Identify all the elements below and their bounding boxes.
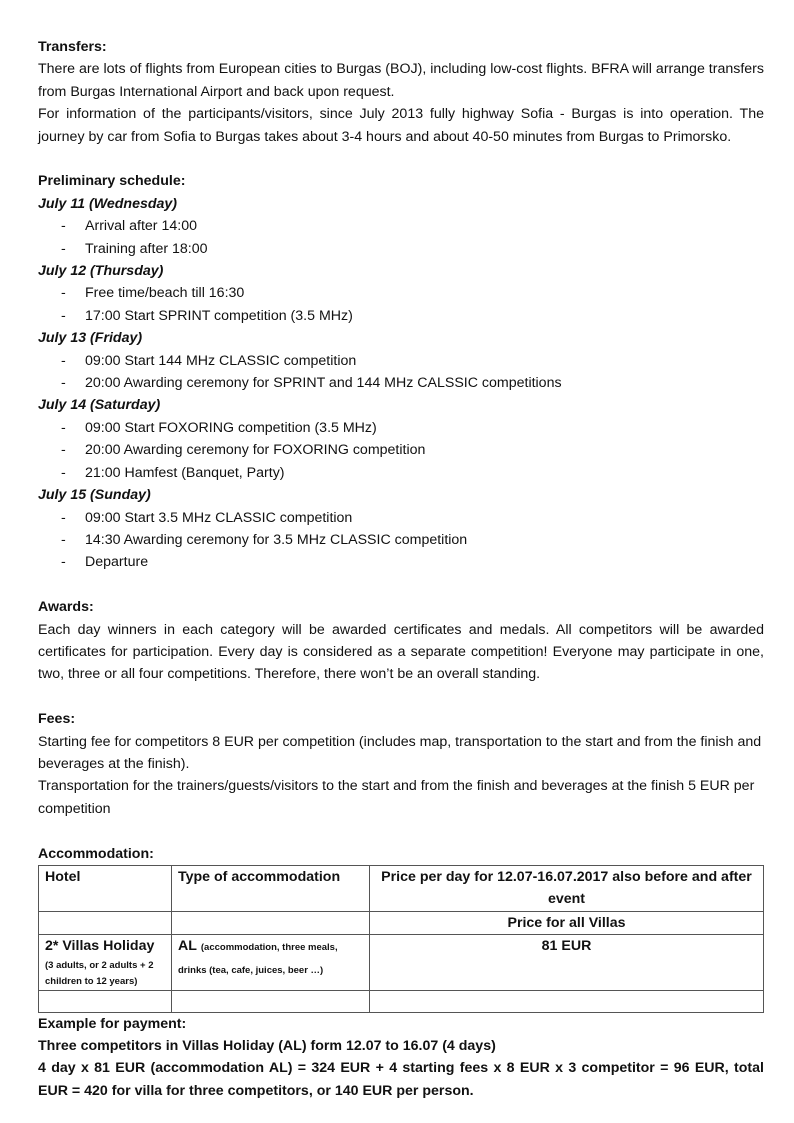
table-cell-empty (172, 911, 370, 934)
transfers-heading: Transfers: (38, 39, 107, 55)
schedule-day-list (38, 507, 764, 574)
schedule-heading: Preliminary schedule: (38, 173, 186, 190)
schedule-day-list (38, 215, 764, 260)
schedule-item: - 14:30 Awarding ceremony for 3.5 MHz CLASSIC competition (38, 529, 764, 551)
table-row (39, 911, 764, 934)
schedule-day-label: July 11 (Wednesday) (38, 195, 178, 212)
schedule-item: - Training after 18:00 (38, 238, 764, 260)
example-heading: Example for payment: (38, 1015, 187, 1032)
table-row (39, 935, 764, 990)
table-cell-empty (39, 990, 172, 1012)
schedule-day-label: July 15 (Sunday) (38, 487, 151, 504)
document-page (38, 36, 764, 1102)
schedule-day-label: July 14 (Saturday) (38, 397, 161, 414)
awards-heading: Awards: (38, 599, 94, 616)
table-header-hotel: Hotel (39, 865, 172, 911)
table-cell-type (172, 935, 370, 990)
fees-paragraph-2: Transportation for the trainers/guests/visitors to the start and from the finish and beverages at the finish 5 EUR per competition (38, 778, 755, 817)
table-cell-hotel (39, 935, 172, 990)
table-cell-price: 81 EUR (370, 935, 764, 990)
schedule-item: - Arrival after 14:00 (38, 215, 764, 237)
table-cell-empty (370, 990, 764, 1012)
table-cell-price-all: Price for all Villas (370, 911, 764, 934)
schedule-day-label: July 13 (Friday) (38, 330, 143, 347)
example-line-1: Three competitors in Villas Holiday (AL) form 12.07 to 16.07 (4 days) (38, 1038, 496, 1054)
schedule-item: - Departure (38, 551, 764, 573)
table-cell-empty (172, 990, 370, 1012)
schedule-day-list (38, 350, 764, 395)
accommodation-table (38, 865, 764, 1013)
schedule-day-label: July 12 (Thursday) (38, 263, 164, 280)
type-code: AL (178, 938, 197, 955)
table-cell-empty (39, 911, 172, 934)
schedule-item: - Free time/beach till 16:30 (38, 282, 764, 304)
transfers-paragraph-1: There are lots of flights from European cities to Burgas (BOJ), including low-cost flights. BFRA will arrange transfers from Burgas International Airport and back upon request. (38, 61, 764, 100)
table-header-price: Price per day for 12.07-16.07.2017 also before and after event (370, 865, 764, 911)
schedule-item: - 20:00 Awarding ceremony for SPRINT and 144 MHz CALSSIC competitions (38, 372, 764, 394)
example-line-2: 4 day x 81 EUR (accommodation AL) = 324 EUR + 4 starting fees x 8 EUR x 3 competitor = 96 EUR, total EUR = 420 for villa for three competitors, or 140 EUR per person. (38, 1060, 764, 1099)
schedule-item: - 20:00 Awarding ceremony for FOXORING competition (38, 439, 764, 461)
table-header-row (39, 865, 764, 911)
hotel-name: 2* Villas Holiday (45, 938, 155, 955)
table-row (39, 990, 764, 1012)
fees-heading: Fees: (38, 711, 76, 728)
schedule-item: - 09:00 Start FOXORING competition (3.5 MHz) (38, 417, 764, 439)
fees-paragraph-1: Starting fee for competitors 8 EUR per competition (includes map, transportation to the start and from the finish and beverages at the finish). (38, 733, 762, 772)
transfers-paragraph-2: For information of the participants/visitors, since July 2013 fully highway Sofia - Burgas is into operation. The journey by car from Sofia to Burgas takes about 3-4 hours and about 40-50 minutes from Burgas to Primorsko. (38, 106, 764, 145)
table-header-type: Type of accommodation (172, 865, 370, 911)
schedule-day-list (38, 282, 764, 327)
accommodation-heading: Accommodation: (38, 845, 154, 862)
type-note: (accommodation, three meals, drinks (tea, cafe, juices, beer …) (178, 942, 338, 976)
schedule-day-list (38, 417, 764, 484)
hotel-note: (3 adults, or 2 adults + 2 children to 12 years) (45, 959, 154, 987)
schedule-item: - 17:00 Start SPRINT competition (3.5 MHz) (38, 305, 764, 327)
schedule-item: - 09:00 Start 144 MHz CLASSIC competition (38, 350, 764, 372)
schedule-item: - 21:00 Hamfest (Banquet, Party) (38, 462, 764, 484)
awards-paragraph: Each day winners in each category will be awarded certificates and medals. All competitors will be awarded certificates for participation. Every day is considered as a separate competition! Everyone may participate in one, two, three or all four competitions. Therefore, there won’t be an overall standing. (38, 621, 764, 683)
schedule-item: - 09:00 Start 3.5 MHz CLASSIC competition (38, 507, 764, 529)
